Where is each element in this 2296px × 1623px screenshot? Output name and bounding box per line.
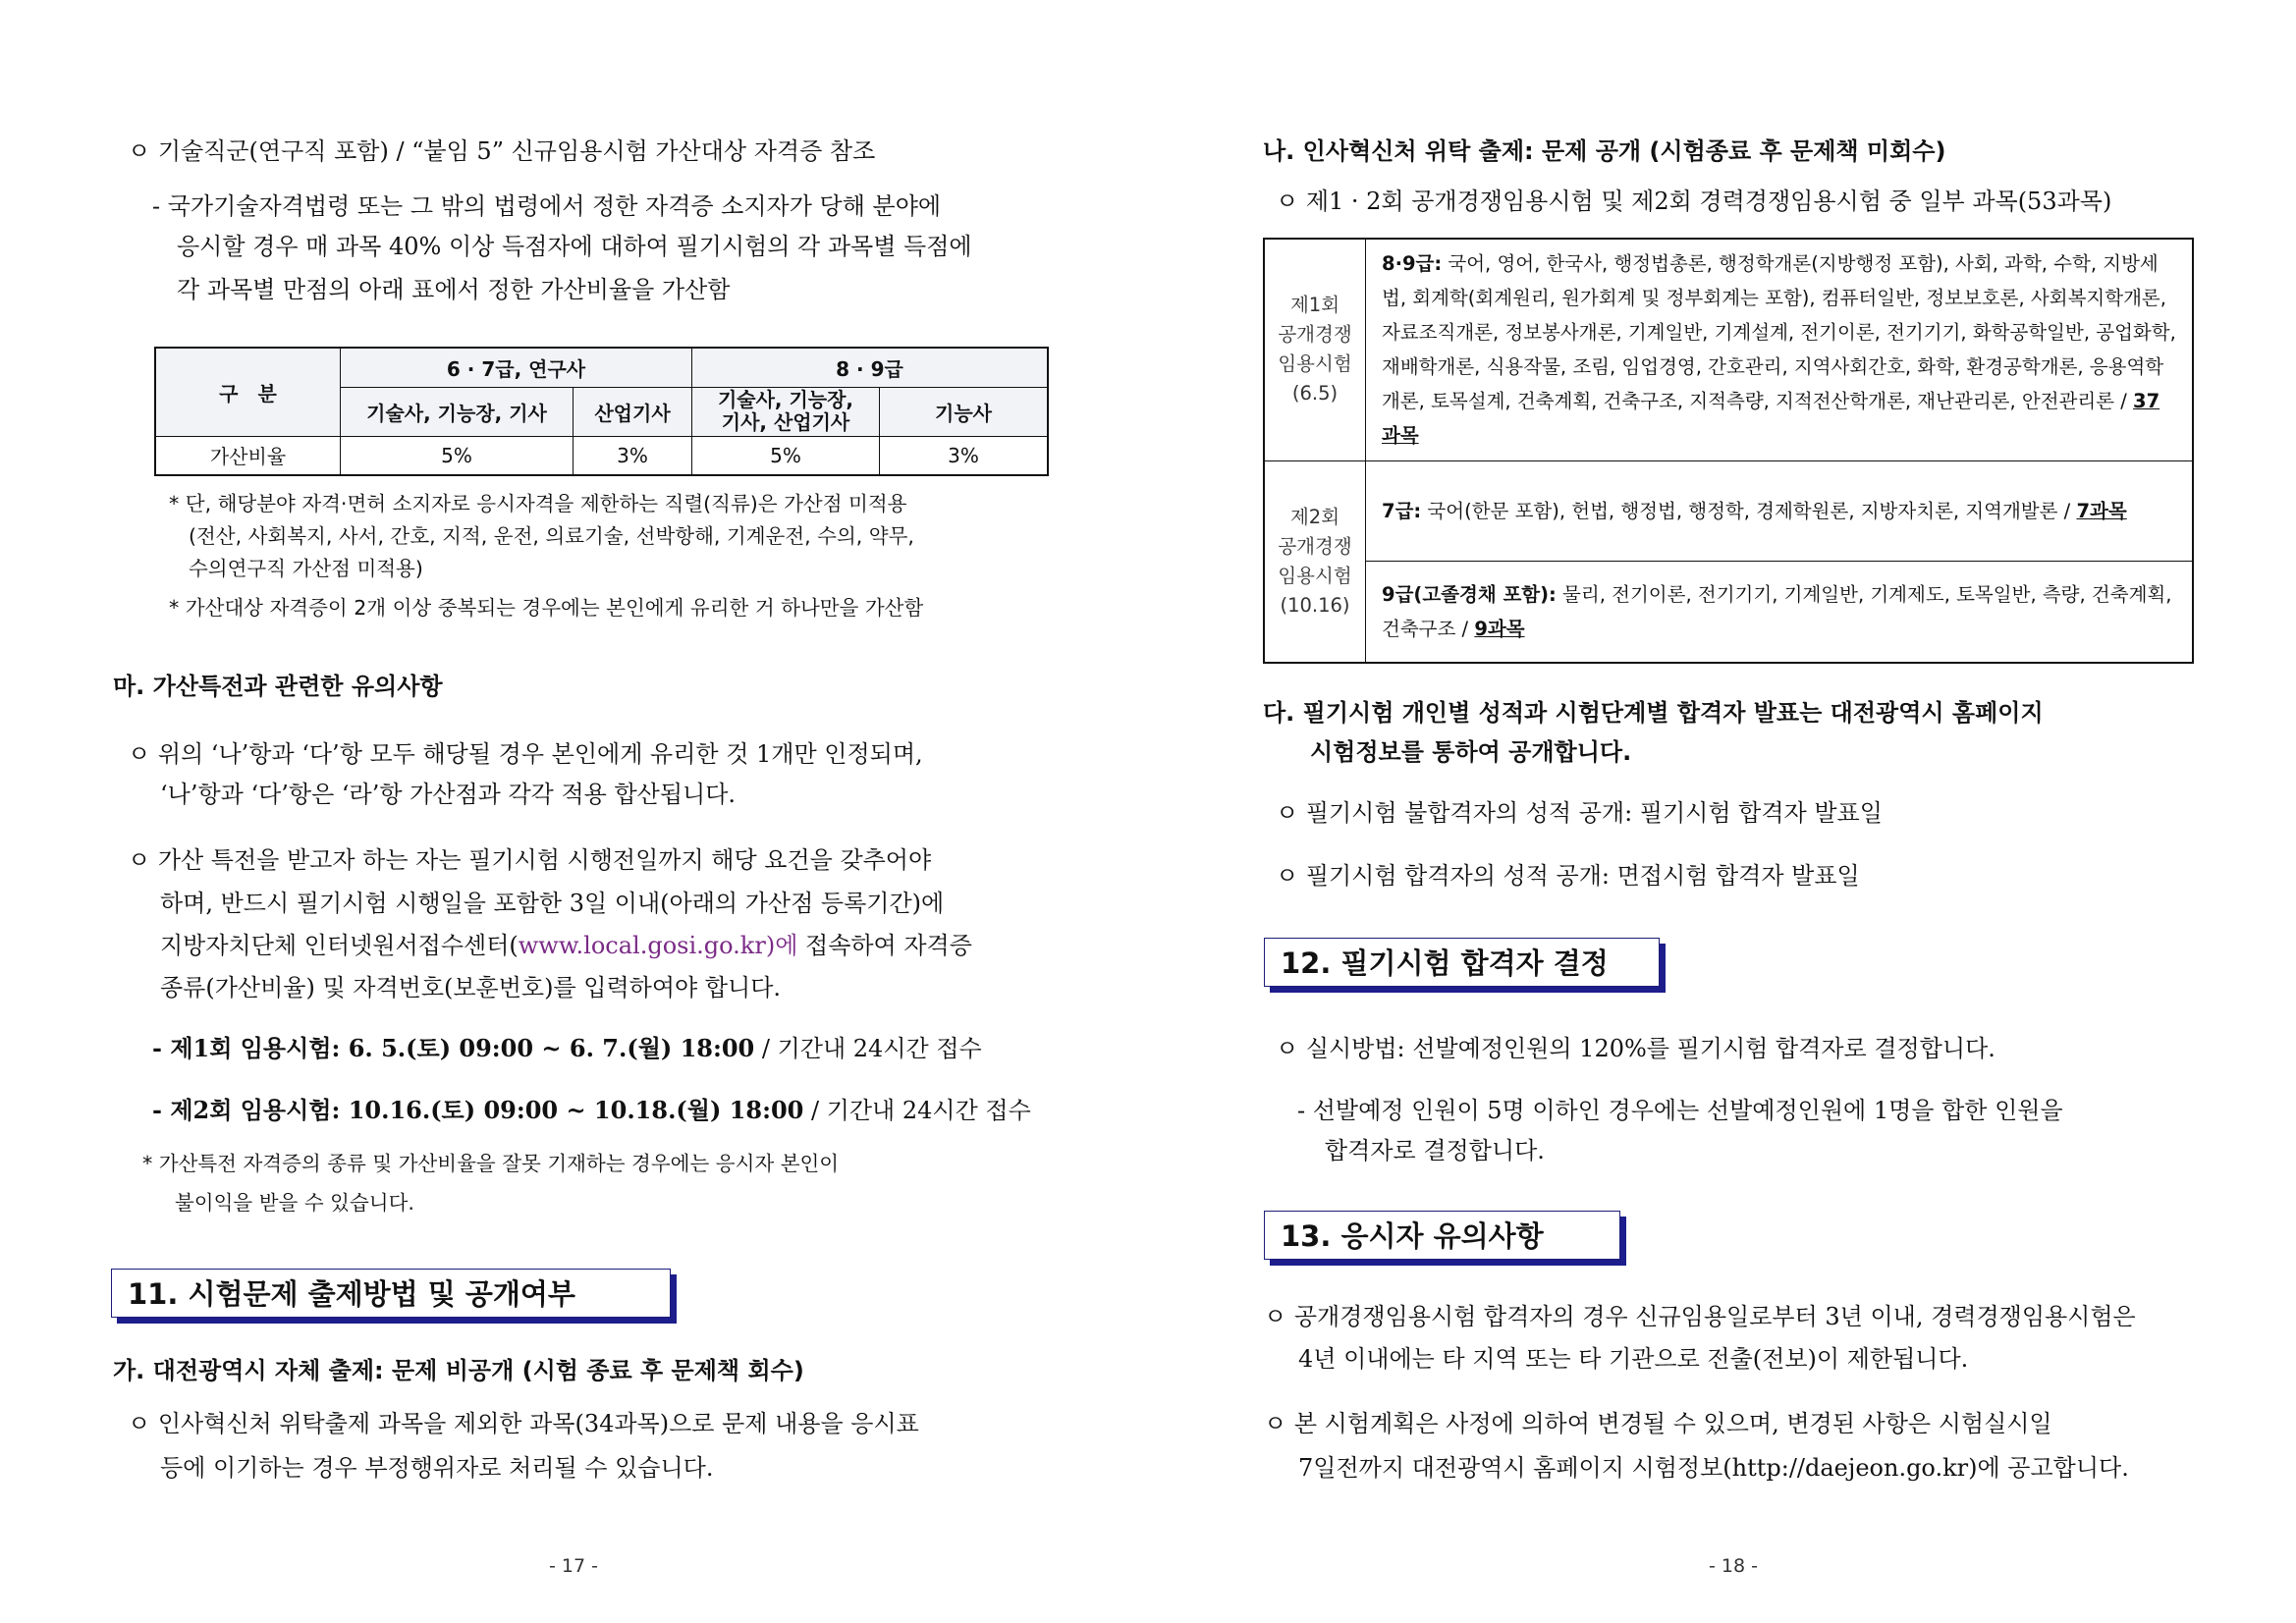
th-sub-1: 기술사, 기능장, 기사	[341, 387, 574, 436]
text-q6a: ㅇ 공개경쟁임용시험 합격자의 경우 신규임용일로부터 3년 이내, 경력경쟁임용시험은	[1264, 1303, 2136, 1330]
text-p2d: 종류(가산비율) 및 자격번호(보훈번호)를 입력하여야 합니다.	[160, 974, 782, 1001]
text-period-1: - 제1회 임용시험: 6. 5.(토) 09:00 ~ 6. 7.(월) 18:00 / 기간내 24시간 접수	[152, 1034, 982, 1062]
note-warning-1: * 가산특전 자격증의 종류 및 가산비율을 잘못 기재하는 경우에는 응시자 본인이	[142, 1152, 840, 1175]
note-duplicate: * 가산대상 자격증이 2개 이상 중복되는 경우에는 본인에게 유리한 거 하나만을 가산함	[169, 596, 924, 620]
bonus-rate-table	[154, 347, 1049, 476]
cell-rate-1: 5%	[341, 436, 574, 475]
text-q5b: 합격자로 결정합니다.	[1325, 1137, 1545, 1164]
th-gubun: 구 분	[155, 348, 341, 436]
note-exception-2: (전산, 사회복지, 사서, 간호, 지적, 운전, 의료기술, 선박항해, 기계운전, 수의, 약무,	[189, 524, 914, 548]
subject-table	[1263, 238, 2194, 664]
cell-rate-4: 3%	[880, 436, 1049, 475]
note-exception-1: * 단, 해당분야 자격·면허 소지자로 응시자격을 제한하는 직렬(직류)은 가산점 미적용	[169, 492, 907, 515]
text-q3: ㅇ 필기시험 합격자의 성적 공개: 면접시험 합격자 발표일	[1276, 862, 1860, 890]
heading-na: 나. 인사혁신처 위탁 출제: 문제 공개 (시험종료 후 문제책 미회수)	[1263, 137, 1946, 165]
page-number-17: - 17 -	[549, 1555, 598, 1577]
gosi-link[interactable]: www.local.gosi.go.kr)에	[518, 932, 798, 959]
text-q7a: ㅇ 본 시험계획은 사정에 의하여 변경될 수 있으며, 변경된 사항은 시험실시일	[1264, 1410, 2052, 1437]
section-12-title: 12. 필기시험 합격자 결정	[1264, 938, 1660, 987]
text-q1: ㅇ 제1 · 2회 공개경쟁임용시험 및 제2회 경력경쟁임용시험 중 일부 과목(53과목)	[1276, 188, 2112, 215]
text-q5a: - 선발예정 인원이 5명 이하인 경우에는 선발예정인원에 1명을 합한 인원을	[1297, 1097, 2063, 1124]
text-p2c: 지방자치단체 인터넷원서접수센터(www.local.gosi.go.kr)에 접속하여 자격증	[160, 932, 972, 959]
row-label-bonus-rate: 가산비율	[155, 436, 341, 475]
heading-ga: 가. 대전광역시 자체 출제: 문제 비공개 (시험 종료 후 문제책 회수)	[113, 1357, 804, 1384]
note-exception-3: 수의연구직 가산점 미적용)	[189, 557, 423, 580]
subjects-round-2-grade7: 7급: 국어(한문 포함), 헌법, 행정법, 행정학, 경제학원론, 지방자치론, 지역개발론 / 7과목	[1366, 460, 2194, 561]
section-13-title: 13. 응시자 유의사항	[1264, 1211, 1620, 1260]
text-bonus-rule-3: 각 과목별 만점의 아래 표에서 정한 가산비율을 가산함	[177, 276, 731, 303]
page-18	[1148, 0, 2296, 1623]
section-11-title: 11. 시험문제 출제방법 및 공개여부	[111, 1269, 671, 1318]
text-p2b: 하며, 반드시 필기시험 시행일을 포함한 3일 이내(아래의 가산점 등록기간)에	[160, 890, 945, 917]
note-warning-2: 불이익을 받을 수 있습니다.	[175, 1191, 414, 1215]
page-number-18: - 18 -	[1709, 1555, 1758, 1577]
label-round-1: 제1회 공개경쟁 임용시험 (6.5)	[1264, 239, 1366, 460]
text-bonus-rule-2: 응시할 경우 매 과목 40% 이상 득점자에 대하여 필기시험의 각 과목별 득점에	[177, 233, 972, 260]
text-p2a: ㅇ 가산 특전을 받고자 하는 자는 필기시험 시행전일까지 해당 요건을 갖추어야	[128, 846, 932, 874]
subjects-round-2-grade9: 9급(고졸경채 포함): 물리, 전기이론, 전기기기, 기계일반, 기계제도, 토목일반, 측량, 건축계획, 건축구조 / 9과목	[1366, 561, 2194, 663]
th-grade-6-7: 6 · 7급, 연구사	[341, 348, 692, 387]
subjects-round-1: 8·9급: 국어, 영어, 한국사, 행정법총론, 행정학개론(지방행정 포함), 사회, 과학, 수학, 지방세법, 회계학(회계원리, 원가회계 및 정부회계는 포함), 컴퓨터일반, 정보보호론, 사회복지학개론, 자료조직개론, 정보봉사개론, 기계일반, 기계설계, 전기이론, 전기기기, 화학공학일반, 공업화학, 재배학개론, 식용작물, 조림, 임업경영, 간호관리, 지역사회간호, 화학, 환경공학개론, 응용역학개론, 토목설계, 건축계획, 건축구조, 지적측량, 지적전산학개론, 재난관리론, 안전관리론 / 37과목	[1366, 239, 2194, 460]
th-sub-4: 기능사	[880, 387, 1049, 436]
text-q4: ㅇ 실시방법: 선발예정인원의 120%를 필기시험 합격자로 결정합니다.	[1276, 1035, 1995, 1062]
text-q7b: 7일전까지 대전광역시 홈페이지 시험정보(http://daejeon.go.kr)에 공고합니다.	[1298, 1454, 2129, 1482]
text-p1b: ‘나’항과 ‘다’항은 ‘라’항 가산점과 각각 적용 합산됩니다.	[160, 781, 737, 808]
text-q2: ㅇ 필기시험 불합격자의 성적 공개: 필기시험 합격자 발표일	[1276, 799, 1883, 827]
text-q6b: 4년 이내에는 타 지역 또는 타 기관으로 전출(전보)이 제한됩니다.	[1298, 1345, 1969, 1373]
text-p3a: ㅇ 인사혁신처 위탁출제 과목을 제외한 과목(34과목)으로 문제 내용을 응시표	[128, 1410, 919, 1437]
cell-rate-3: 5%	[692, 436, 880, 475]
bullet-tech-category: ㅇ 기술직군(연구직 포함) / “붙임 5” 신규임용시험 가산대상 자격증 참조	[128, 137, 876, 165]
th-sub-3: 기술사, 기능장, 기사, 산업기사	[692, 387, 880, 436]
heading-da-1: 다. 필기시험 개인별 성적과 시험단계별 합격자 발표는 대전광역시 홈페이지	[1263, 699, 2044, 727]
th-grade-8-9: 8 · 9급	[692, 348, 1049, 387]
cell-rate-2: 3%	[574, 436, 692, 475]
heading-da-2: 시험정보를 통하여 공개합니다.	[1310, 738, 1632, 766]
heading-ma: 마. 가산특전과 관련한 유의사항	[113, 673, 443, 700]
label-round-2: 제2회 공개경쟁 임용시험 (10.16)	[1264, 460, 1366, 663]
text-bonus-rule-1: - 국가기술자격법령 또는 그 밖의 법령에서 정한 자격증 소지자가 당해 분야에	[152, 192, 942, 220]
text-period-2: - 제2회 임용시험: 10.16.(토) 09:00 ~ 10.18.(월) 18:00 / 기간내 24시간 접수	[152, 1096, 1031, 1124]
text-p1a: ㅇ 위의 ‘나’항과 ‘다’항 모두 해당될 경우 본인에게 유리한 것 1개만 인정되며,	[128, 740, 923, 768]
th-sub-2: 산업기사	[574, 387, 692, 436]
text-p3b: 등에 이기하는 경우 부정행위자로 처리될 수 있습니다.	[160, 1454, 714, 1482]
